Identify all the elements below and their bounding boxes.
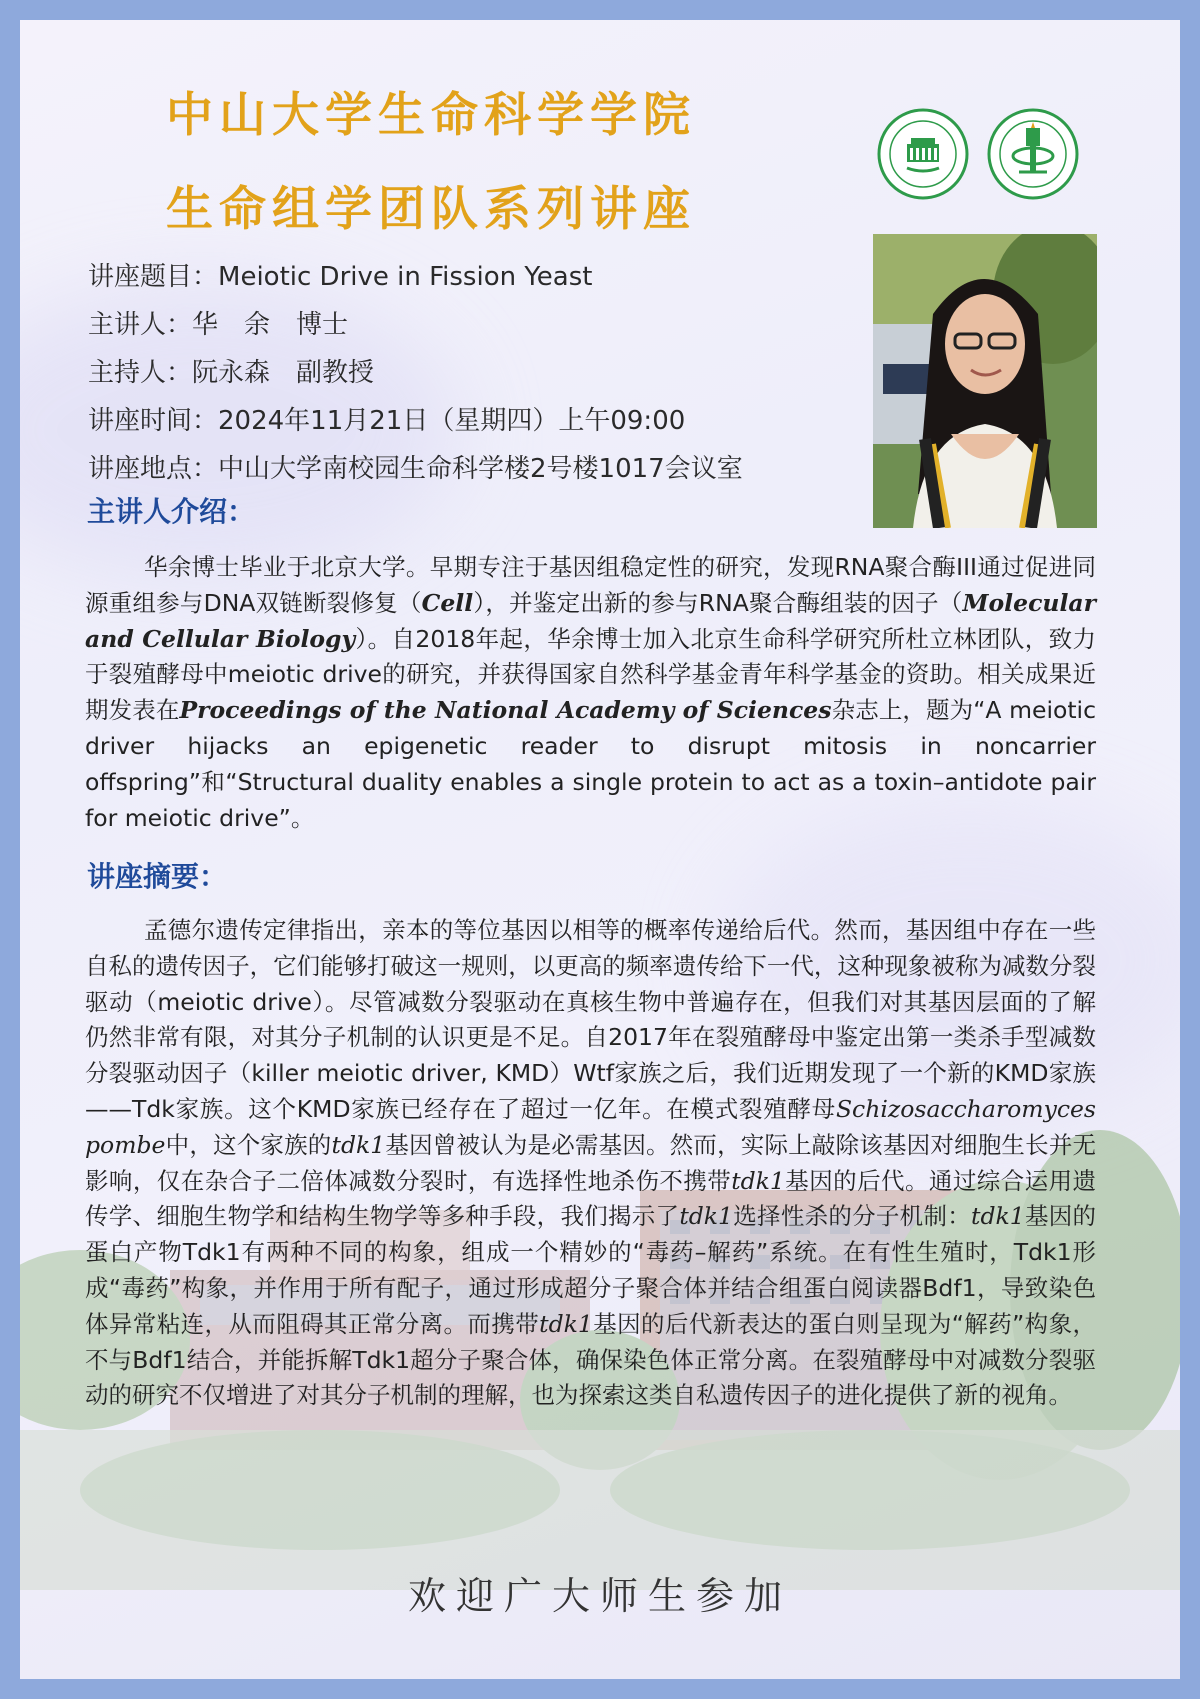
institute-logo <box>987 108 1079 200</box>
gene-name: tdk1 <box>731 1166 785 1195</box>
bio-paragraph: 华余博士毕业于北京大学。早期专注于基因组稳定性的研究，发现RNA聚合酶III通过促进同源重组参与DNA双链断裂修复（Cell），并鉴定出新的参与RNA聚合酶组装的因子（Molecular and Cellular Biology）。自2018年起，华余博士加入北京生命科学研究所杜立林团队，致力于裂殖酵母中meiotic drive的研究，并获得国家自然科学基金青年科学基金的资助。相关成果近期发表在Proceedings of the National Academy of Sciences杂志上，题为“A meiotic driver hijacks an epigenetic reader to disrupt mitosis in noncarrier offspring”和“Structural duality enables a single protein to act as a toxin–antidote pair for meiotic drive”。 <box>85 553 1097 832</box>
poster <box>20 20 1180 1679</box>
journal-mcb: Molecular and Cellular Biology <box>85 588 1096 653</box>
species-name: Schizosaccharomyces pombe <box>85 1094 1096 1159</box>
venue-line <box>88 448 743 485</box>
host-line <box>88 352 374 389</box>
topic-value: Meiotic Drive in Fission Yeast <box>218 262 593 292</box>
speaker-value: 华 余 博士 <box>192 310 349 340</box>
journal-pnas: Proceedings of the National Academy of Sciences <box>179 696 832 725</box>
gene-name: tdk1 <box>679 1202 733 1231</box>
venue-value: 中山大学南校园生命科学楼2号楼1017会议室 <box>218 454 743 484</box>
time-value: 2024年11月21日（星期四）上午09:00 <box>218 406 686 436</box>
topic-label: 讲座题目： <box>88 262 219 292</box>
welcome-footer: 欢迎广大师生参加 <box>407 1574 792 1618</box>
venue-label: 讲座地点： <box>88 454 219 484</box>
time-label: 讲座时间： <box>88 406 219 436</box>
title-line-1: 中山大学生命科学学院 <box>166 88 696 143</box>
gene-name: tdk1 <box>971 1202 1025 1231</box>
time-line <box>88 400 685 437</box>
gene-name: tdk1 <box>539 1309 593 1338</box>
speaker-line <box>88 304 348 341</box>
title-line-2: 生命组学团队系列讲座 <box>166 182 696 237</box>
abstract-heading: 讲座摘要： <box>87 860 228 893</box>
speaker-photo <box>873 234 1097 528</box>
school-of-life-sciences-logo <box>877 108 969 200</box>
gene-name: tdk1 <box>331 1130 386 1159</box>
topic-line <box>88 256 592 293</box>
journal-cell: Cell <box>421 588 474 617</box>
bio-heading: 主讲人介绍： <box>87 495 256 528</box>
host-value: 阮永森 副教授 <box>192 358 375 388</box>
host-label: 主持人： <box>88 358 193 388</box>
speaker-label: 主讲人： <box>88 310 193 340</box>
abstract-paragraph: 孟德尔遗传定律指出，亲本的等位基因以相等的概率传递给后代。然而，基因组中存在一些自私的遗传因子，它们能够打破这一规则，以更高的频率遗传给下一代，这种现象被称为减数分裂驱动（meiotic drive）。尽管减数分裂驱动在真核生物中普遍存在，但我们对其基因层面的了解仍然非常有限，对其分子机制的认识更是不足。自2017年在裂殖酵母中鉴定出第一类杀手型减数分裂驱动因子（killer meiotic driver, KMD）Wtf家族之后，我们近期发现了一个新的KMD家族——Tdk家族。这个KMD家族已经存在了超过一亿年。在模式裂殖酵母Schizosaccharomyces pombe中，这个家族的tdk1基因曾被认为是必需基因。然而，实际上敲除该基因对细胞生长并无影响，仅在杂合子二倍体减数分裂时，有选择性地杀伤不携带tdk1基因的后代。通过综合运用遗传学、细胞生物学和结构生物学等多种手段，我们揭示了tdk1选择性杀的分子机制：tdk1基因的蛋白产物Tdk1有两种不同的构象，组成一个精妙的“毒药–解药”系统。在有性生殖时，Tdk1形成“毒药”构象，并作用于所有配子，通过形成超分子聚合体并结合组蛋白阅读器Bdf1，导致染色体异常粘连，从而阻碍其正常分离。而携带tdk1基因的后代新表达的蛋白则呈现为“解药”构象，不与Bdf1结合，并能拆解Tdk1超分子聚合体，确保染色体正常分离。在裂殖酵母中对减数分裂驱动的研究不仅增进了对其分子机制的理解，也为探索这类自私遗传因子的进化提供了新的视角。 <box>85 916 1097 1410</box>
